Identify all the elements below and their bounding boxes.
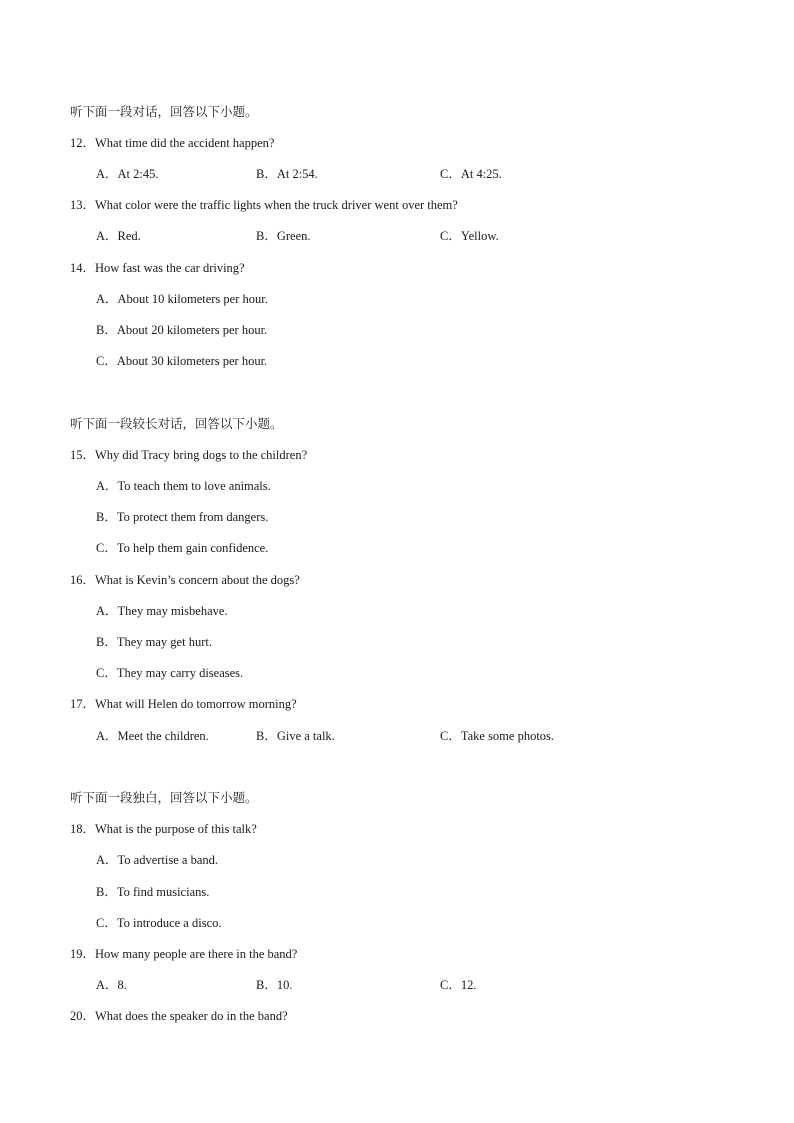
question-15: 15．Why did Tracy bring dogs to the children?: [70, 448, 308, 462]
question-18: 18．What is the purpose of this talk?: [70, 822, 257, 836]
q18-option-a: A．To advertise a band.: [96, 853, 219, 867]
q17-option-b: B．Give a talk.: [256, 729, 335, 743]
section-heading-dialogue: 听下面一段对话，回答以下小题。: [70, 104, 258, 119]
q14-option-c: C．About 30 kilometers per hour.: [96, 354, 268, 368]
question-19: 19．How many people are there in the band?: [70, 947, 298, 961]
q15-option-b: B．To protect them from dangers.: [96, 510, 269, 524]
q15-option-a: A．To teach them to love animals.: [96, 479, 271, 493]
q13-option-b: B．Green.: [256, 229, 311, 243]
question-16: 16．What is Kevin’s concern about the dogs?: [70, 573, 300, 587]
question-12: 12．What time did the accident happen?: [70, 136, 275, 150]
section-heading-monologue: 听下面一段独白，回答以下小题。: [70, 790, 258, 805]
q15-option-c: C．To help them gain confidence.: [96, 541, 269, 555]
q16-option-a: A．They may misbehave.: [96, 604, 228, 618]
question-14: 14．How fast was the car driving?: [70, 261, 245, 275]
q13-option-c: C．Yellow.: [440, 229, 499, 243]
q14-option-a: A．About 10 kilometers per hour.: [96, 292, 268, 306]
q16-option-c: C．They may carry diseases.: [96, 666, 244, 680]
q17-option-a: A．Meet the children.: [96, 729, 209, 743]
q16-option-b: B．They may get hurt.: [96, 635, 212, 649]
q18-option-c: C．To introduce a disco.: [96, 916, 222, 930]
q19-option-b: B．10.: [256, 978, 293, 992]
question-13: 13．What color were the traffic lights when the truck driver went over them?: [70, 198, 458, 212]
q12-option-b: B．At 2:54.: [256, 167, 318, 181]
q14-option-b: B．About 20 kilometers per hour.: [96, 323, 268, 337]
q13-option-a: A．Red.: [96, 229, 141, 243]
question-20: 20．What does the speaker do in the band?: [70, 1009, 288, 1023]
q19-option-a: A．8.: [96, 978, 127, 992]
q17-option-c: C．Take some photos.: [440, 729, 555, 743]
question-17: 17．What will Helen do tomorrow morning?: [70, 697, 297, 711]
q19-option-c: C．12.: [440, 978, 477, 992]
q12-option-a: A．At 2:45.: [96, 167, 159, 181]
q12-option-c: C．At 4:25.: [440, 167, 502, 181]
section-heading-long-dialogue: 听下面一段较长对话，回答以下小题。: [70, 416, 283, 431]
q18-option-b: B．To find musicians.: [96, 885, 210, 899]
